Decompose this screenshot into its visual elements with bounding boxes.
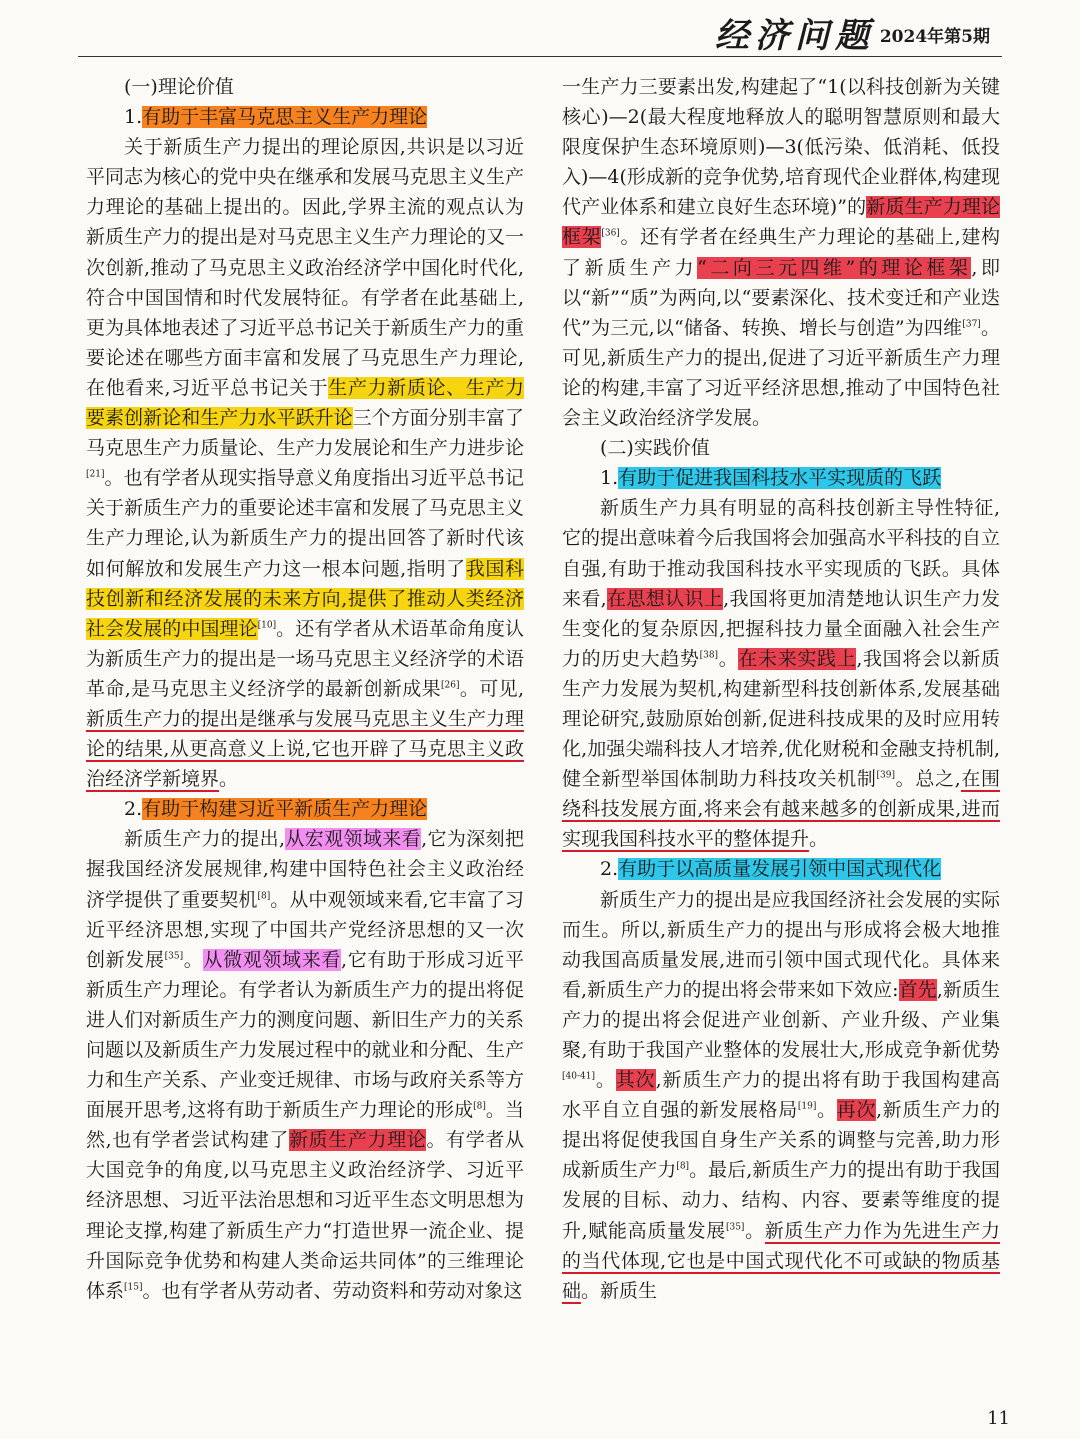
right-column bbox=[562, 72, 1000, 1306]
citation: [8] bbox=[676, 1162, 690, 1173]
page-number: 11 bbox=[987, 1408, 1010, 1429]
citation: [35] bbox=[725, 1222, 745, 1233]
highlight-red: “二向三元四维”的理论框架 bbox=[697, 256, 972, 279]
highlight-red: 首先 bbox=[898, 978, 937, 1001]
highlight-red: 再次 bbox=[836, 1099, 876, 1122]
underline-red: 新质生产力的提出是继承与发展马克思主义生产力理论的结果,从更高意义上说,它也开辟了马克思主义政治经济学新境界 bbox=[86, 707, 524, 791]
citation: [10] bbox=[257, 620, 277, 631]
citation: [21] bbox=[86, 469, 105, 480]
citation: [15] bbox=[124, 1282, 143, 1293]
subsection-heading-2: 2.有助于构建习近平新质生产力理论 bbox=[124, 798, 428, 821]
journal-name: 经济问题 bbox=[715, 16, 875, 56]
page-header bbox=[0, 0, 1080, 58]
left-column bbox=[86, 72, 524, 1306]
citation: [19] bbox=[797, 1101, 817, 1112]
issue-label: 2024年第5期 bbox=[879, 27, 990, 47]
paragraph-3: 一生产力三要素出发,构建起了“1(以科技创新为关键核心)—2(最大程度地释放人的聪明智慧原则和最大限度保护生态环境原则)—3(低污染、低消耗、低投入)—4(形成新的竞争优势,培育现代企业群体,构建现代产业体系和建立良好生态环境)”的新质生产力理论框架[36]。还有学者在经典生产力理论的基础上,建构了新质生产力“二向三元四维”的理论框架,即以“新”“质”为两向,以“要素深化、技术变迁和产业迭代”为三元,以“储备、转换、增长与创造”为四维[37]。可见,新质生产力的提出,促进了习近平新质生产力理论的构建,丰富了习近平经济思想,推动了中国特色社会主义政治经济学发展。 bbox=[562, 76, 1000, 430]
paragraph-5: 新质生产力的提出是应我国经济社会发展的实际而生。所以,新质生产力的提出与形成将会极大地推动我国高质量发展,进而引领中国式现代化。具体来看,新质生产力的提出将会带来如下效应:首先,新质生产力的提出将会促进产业创新、产业升级、产业集聚,有助于我国产业整体的发展壮大,形成竞争新优势[40-41]。其次,新质生产力的提出将有助于我国构建高水平自立自强的新发展格局[19]。再次,新质生产力的提出将促使我国自身生产关系的调整与完善,助力形成新质生产力[8]。最后,新质生产力的提出有助于我国发展的目标、动力、结构、内容、要素等维度的提升,赋能高质量发展[35]。新质生产力作为先进生产力的当代体现,它也是中国式现代化不可或缺的物质基础。新质生 bbox=[562, 888, 1000, 1302]
header-rule bbox=[78, 56, 1002, 57]
highlight-red: 新质生产力理论 bbox=[289, 1129, 427, 1152]
citation: [39] bbox=[876, 770, 895, 781]
highlight-pink: 从宏观领域来看 bbox=[285, 828, 422, 851]
subsection-heading-4: 2.有助于以高质量发展引领中国式现代化 bbox=[600, 858, 942, 881]
subsection-heading-1: 1.有助于丰富马克思主义生产力理论 bbox=[124, 106, 428, 129]
highlight-red: 其次 bbox=[615, 1069, 656, 1092]
paragraph-1: 关于新质生产力提出的理论原因,共识是以习近平同志为核心的党中央在继承和发展马克思主义生产力理论的基础上提出的。因此,学界主流的观点认为新质生产力的提出是对马克思主义生产力理论的又一次创新,推动了马克思主义政治经济学中国化时代化,符合中国国情和时代发展特征。有学者在此基础上,更为具体地表述了习近平总书记关于新质生产力的重要论述在哪些方面丰富和发展了马克思生产力理论,在他看来,习近平总书记关于生产力新质论、生产力要素创新论和生产力水平跃升论三个方面分别丰富了马克思生产力质量论、生产力发展论和生产力进步论[21]。也有学者从现实指导意义角度指出习近平总书记关于新质生产力的重要论述丰富和发展了马克思主义生产力理论,认为新质生产力的提出回答了新时代该如何解放和发展生产力这一根本问题,指明了我国科技创新和经济发展的未来方向,提供了推动人类经济社会发展的中国理论[10]。还有学者从术语革命角度认为新质生产力的提出是一场马克思主义经济学的术语革命,是马克思主义经济学的最新创新成果[26]。可见,新质生产力的提出是继承与发展马克思主义生产力理论的结果,从更高意义上说,它也开辟了马克思主义政治经济学新境界。 bbox=[86, 136, 524, 791]
section-heading-theory: (一)理论价值 bbox=[124, 76, 234, 98]
underline-red: 在围绕科技发展方面,将来会有越来越多的创新成果,进而实现我国科技水平的整体提升 bbox=[562, 768, 1000, 851]
highlight-red: 新质生产力理论框架 bbox=[562, 196, 1000, 249]
section-heading-practice: (二)实践价值 bbox=[600, 437, 710, 460]
highlight-pink: 从微观领域来看 bbox=[203, 948, 342, 971]
paragraph-2: 新质生产力的提出,从宏观领域来看,它为深刻把握我国经济发展规律,构建中国特色社会主义政治经济学提供了重要契机[8]。从中观领域来看,它丰富了习近平经济思想,实现了中国共产党经济思想的又一次创新发展[35]。从微观领域来看,它有助于形成习近平新质生产力理论。有学者认为新质生产力的提出将促进人们对新质生产力的测度问题、新旧生产力的关系问题以及新质生产力发展过程中的就业和分配、生产力和生产关系、产业变迁规律、市场与政府关系等方面展开思考,这将有助于新质生产力理论的形成[8]。当然,也有学者尝试构建了新质生产力理论。有学者从大国竞争的角度,以马克思主义政治经济学、习近平经济思想、习近平法治思想和习近平生态文明思想为理论支撑,构建了新质生产力“打造世界一流企业、提升国际竞争优势和构建人类命运共同体”的三维理论体系[15]。也有学者从劳动者、劳动资料和劳动对象这 bbox=[86, 828, 524, 1302]
highlight-orange: 有助于构建习近平新质生产力理论 bbox=[142, 798, 428, 821]
subsection-heading-3: 1.有助于促进我国科技水平实现质的飞跃 bbox=[600, 467, 942, 490]
citation: [38] bbox=[699, 650, 719, 661]
highlight-cyan: 有助于促进我国科技水平实现质的飞跃 bbox=[618, 467, 942, 490]
citation: [26] bbox=[441, 680, 460, 691]
highlight-yellow: 生产力新质论、生产力要素创新论和生产力水平跃升论 bbox=[86, 376, 524, 430]
citation: [35] bbox=[164, 951, 184, 962]
highlight-red: 在思想认识上 bbox=[606, 587, 724, 610]
paragraph-4: 新质生产力具有明显的高科技创新主导性特征,它的提出意味着今后我国将会加强高水平科技的自立自强,有助于推动我国科技水平实现质的飞跃。具体来看,在思想认识上,我国将更加清楚地认识生产力发生变化的复杂原因,把握科技力量全面融入社会生产力的历史大趋势[38]。在未来实践上,我国将会以新质生产力发展为契机,构建新型科技创新体系,发展基础理论研究,鼓励原始创新,促进科技成果的及时应用转化,加强尖端科技人才培养,优化财税和金融支持机制,健全新型举国体制助力科技攻关机制[39]。总之,在围绕科技发展方面,将来会有越来越多的创新成果,进而实现我国科技水平的整体提升。 bbox=[562, 497, 1000, 851]
highlight-yellow: 我国科技创新和经济发展的未来方向,提供了推动人类经济社会发展的中国理论 bbox=[86, 557, 524, 640]
highlight-red: 在未来实践上 bbox=[738, 647, 857, 670]
citation: [36] bbox=[601, 229, 620, 240]
citation: [40-41] bbox=[562, 1071, 595, 1082]
underline-red: 新质生产力作为先进生产力的当代体现,它也是中国式现代化不可或缺的物质基础 bbox=[562, 1219, 1000, 1302]
highlight-cyan: 有助于以高质量发展引领中国式现代化 bbox=[618, 858, 942, 881]
citation: [8] bbox=[257, 891, 271, 902]
citation: [8] bbox=[473, 1101, 486, 1112]
citation: [37] bbox=[962, 319, 981, 330]
highlight-orange: 有助于丰富马克思主义生产力理论 bbox=[142, 106, 428, 129]
